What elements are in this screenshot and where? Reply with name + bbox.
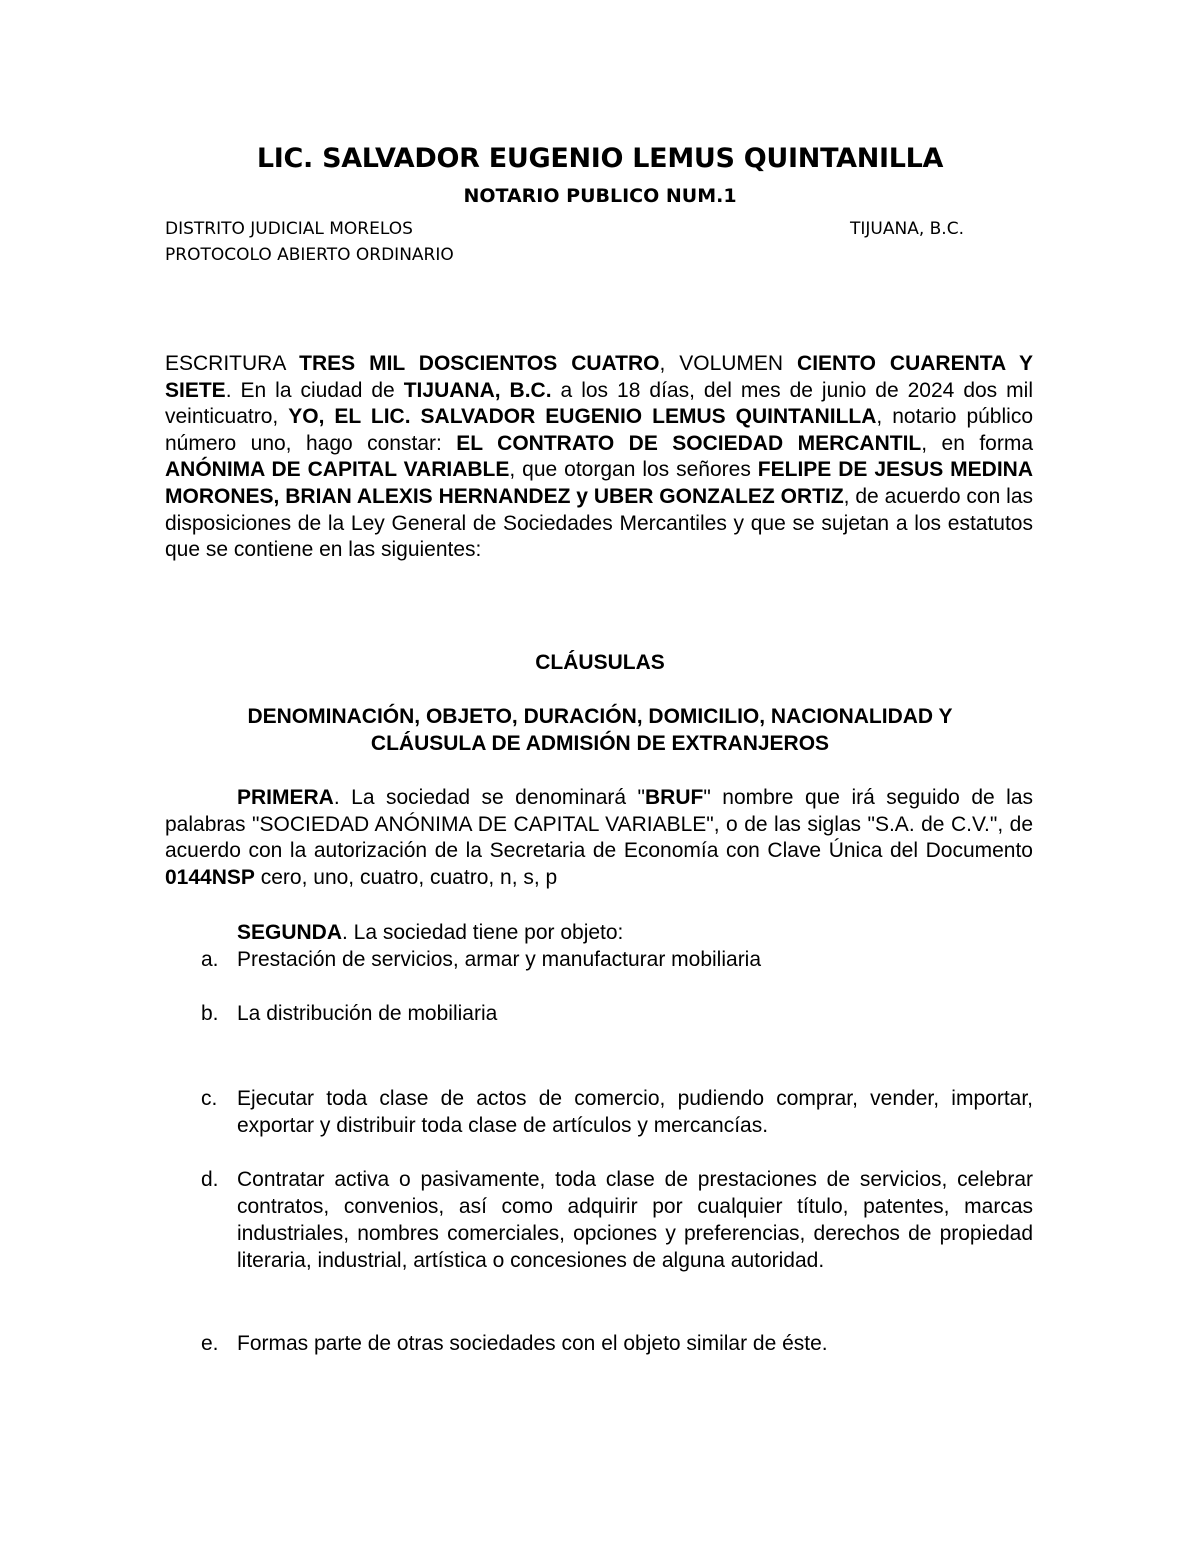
protocol-label: PROTOCOLO ABIERTO ORDINARIO <box>165 245 454 265</box>
list-item <box>165 946 1033 973</box>
list-marker: a. <box>201 948 219 971</box>
list-item-text: Prestación de servicios, armar y manufacturar mobiliaria <box>237 948 762 971</box>
notary-name-title: LIC. SALVADOR EUGENIO LEMUS QUINTANILLA <box>256 143 944 174</box>
section-heading-line-2: CLÁUSULA DE ADMISIÓN DE EXTRANJEROS <box>370 732 830 755</box>
list-item <box>165 1085 1033 1139</box>
list-item <box>165 1166 1033 1274</box>
section-heading-line-1: DENOMINACIÓN, OBJETO, DURACIÓN, DOMICILIO, NACIONALIDAD Y <box>247 705 953 728</box>
list-marker: e. <box>201 1332 219 1355</box>
judicial-district: DISTRITO JUDICIAL MORELOS <box>165 219 413 239</box>
list-item <box>165 1000 1033 1027</box>
list-item-text: La distribución de mobiliaria <box>237 1002 498 1025</box>
notary-subtitle: NOTARIO PUBLICO NUM.1 <box>463 185 737 207</box>
intro-paragraph: ESCRITURA TRES MIL DOSCIENTOS CUATRO, VOLUMEN CIENTO CUARENTA Y SIETE. En la ciudad de TIJUANA, B.C. a los 18 días, del mes de junio de 2024 dos mil veinticuatro, YO, EL LIC. SALVADOR EUGENIO LEMUS QUINTANILLA, notario público número uno, hago constar: EL CONTRATO DE SOCIEDAD MERCANTIL, en forma ANÓNIMA DE CAPITAL VARIABLE, que otorgan los señores FELIPE DE JESUS MEDINA MORONES, BRIAN ALEXIS HERNANDEZ y UBER GONZALEZ ORTIZ, de acuerdo con las disposiciones de la Ley General de Sociedades Mercantiles y que se sujetan a los estatutos que se contiene en las siguientes: <box>165 352 1034 562</box>
clause-primera: PRIMERA. La sociedad se denominará "BRUF" nombre que irá seguido de las palabras "SOCIEDAD ANÓNIMA DE CAPITAL VARIABLE", o de las siglas "S.A. de C.V.", de acuerdo con la autorización de la Secretaria de Economía con Clave Única del Documento 0144NSP cero, uno, cuatro, cuatro, n, s, p <box>165 786 1033 889</box>
list-marker: b. <box>201 1002 219 1025</box>
city-label: TIJUANA, B.C. <box>850 219 964 239</box>
list-item <box>165 1330 1033 1357</box>
list-marker: d. <box>201 1168 219 1191</box>
list-item-text: Ejecutar toda clase de actos de comercio, pudiendo comprar, vender, importar, exportar y distribuir toda clase de artículos y mercancías. <box>237 1087 1033 1137</box>
clause-segunda: SEGUNDA. La sociedad tiene por objeto: <box>237 921 624 944</box>
list-item-text: Formas parte de otras sociedades con el objeto similar de éste. <box>237 1332 828 1355</box>
list-item-text: Contratar activa o pasivamente, toda clase de prestaciones de servicios, celebrar contratos, convenios, así como adquirir por cualquier título, patentes, marcas industriales, nombres comerciales, opciones y preferencias, derechos de propiedad literaria, industrial, artística o concesiones de alguna autoridad. <box>237 1168 1033 1272</box>
list-marker: c. <box>201 1087 218 1110</box>
clausulas-heading: CLÁUSULAS <box>535 651 665 674</box>
